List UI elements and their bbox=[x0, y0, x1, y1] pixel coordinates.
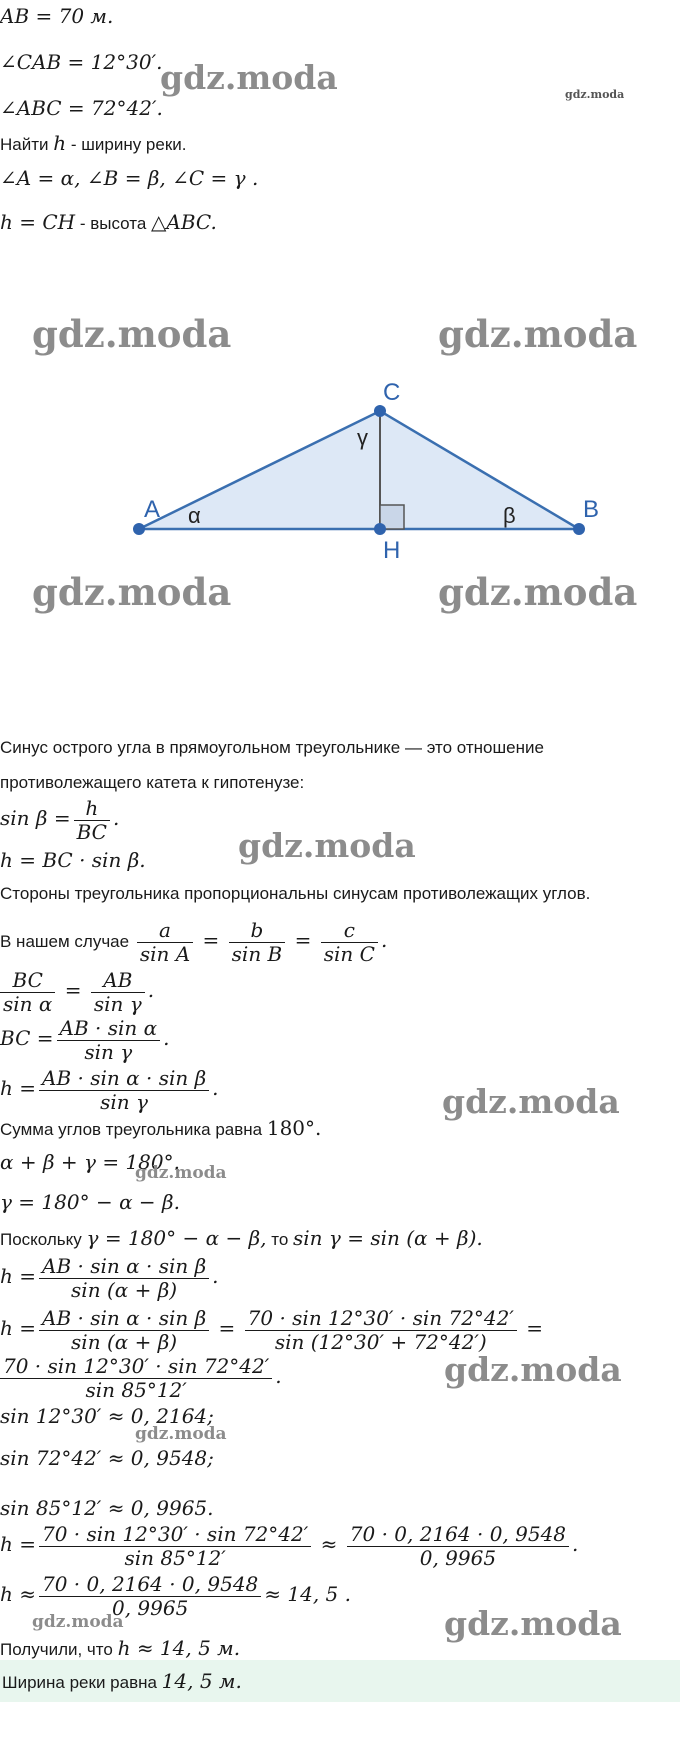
lhs: h = bbox=[0, 1264, 36, 1288]
watermark: gdz.moda bbox=[160, 58, 338, 97]
value-sin-12-30: sin 12°30′ ≈ 0, 2164; bbox=[0, 1404, 214, 1428]
find-line bbox=[0, 131, 187, 157]
angle-sum-text: Сумма углов треугольника равна bbox=[0, 1120, 267, 1139]
our-case-text: В нашем случае bbox=[0, 932, 134, 951]
height-text: - высота bbox=[75, 214, 152, 233]
ratio-eq: $\frac{BC}{\text{sin α}}$ = $\frac{AB}{\text{sin γ}}$ . bbox=[0, 968, 154, 1015]
got-math: h ≈ 14, 5 м. bbox=[117, 1636, 241, 1660]
fraction bbox=[229, 918, 286, 965]
since-to: то bbox=[266, 1230, 293, 1249]
h-eq-numeric: h = $\frac{70 \cdot \sin 12^\circ 30' \cdot \sin 72^\circ 42'}{\sin 85^\circ 12'}$ ≈ $\frac{70 \cdot 0, 2164 \cdot 0, 9548}{0, 9965}$ . bbox=[0, 1522, 579, 1570]
numerator: h bbox=[74, 796, 110, 821]
fraction bbox=[39, 1254, 209, 1301]
label-c: C bbox=[383, 379, 401, 406]
watermark: gdz.moda bbox=[444, 1604, 622, 1643]
find-suffix: - ширину реки. bbox=[66, 135, 187, 154]
lhs: h ≈ bbox=[0, 1582, 36, 1606]
watermark: gdz.moda bbox=[135, 1163, 227, 1183]
point-a bbox=[133, 523, 145, 535]
lhs: h = bbox=[0, 1076, 36, 1100]
angle-sum-line bbox=[0, 1116, 321, 1142]
fraction bbox=[57, 1016, 161, 1063]
result: ≈ 14, 5 . bbox=[264, 1582, 351, 1606]
watermark: gdz.moda bbox=[438, 312, 638, 356]
numerator: BC bbox=[0, 968, 55, 993]
watermark: gdz.moda bbox=[444, 1350, 622, 1389]
watermark: gdz.moda bbox=[238, 826, 416, 865]
denominator: sin 85°12′ bbox=[85, 1378, 187, 1402]
point-c bbox=[374, 405, 386, 417]
numerator: c bbox=[321, 918, 378, 943]
since-text: Поскольку bbox=[0, 1230, 87, 1249]
watermark: gdz.moda bbox=[135, 1424, 227, 1444]
sum-eq: α + β + γ = 180°. bbox=[0, 1150, 180, 1174]
h-eq-gamma: h = $\frac{\text{AB · sin α · sin β}}{\text{sin γ}}$ . bbox=[0, 1066, 219, 1114]
answer-math: 14, 5 м. bbox=[161, 1669, 242, 1693]
denominator: 0, 9965 bbox=[111, 1596, 189, 1620]
sine-definition-1: Синус острого угла в прямоугольном треугольнике — это отношение bbox=[0, 738, 544, 757]
fraction bbox=[39, 1522, 311, 1569]
fraction bbox=[321, 918, 378, 965]
angle-notation: ∠A = α, ∠B = β, ∠C = γ . bbox=[0, 166, 259, 190]
point-b bbox=[573, 523, 585, 535]
height-math: h = CH bbox=[0, 210, 76, 234]
point-h bbox=[374, 523, 386, 535]
given-angle-cab: ∠CAB = 12°30′. bbox=[0, 50, 163, 74]
label-gamma: γ bbox=[357, 425, 368, 450]
sin-beta-eq: sin β = $\frac{h}{BC}$ . bbox=[0, 796, 120, 844]
label-beta: β bbox=[503, 503, 516, 528]
denominator: sin A bbox=[139, 942, 191, 966]
numerator: b bbox=[229, 918, 286, 943]
numerator: AB · sin α · sin β bbox=[39, 1066, 209, 1091]
given-angle-abc: ∠ABC = 72°42′. bbox=[0, 96, 163, 120]
denominator: sin (α + β) bbox=[71, 1278, 178, 1302]
label-a: A bbox=[144, 496, 161, 523]
since-math-1: γ = 180° − α − β, bbox=[86, 1226, 267, 1250]
law-of-sines-eq: В нашем случае $\frac{a}{\text{sin A}}$ = $\frac{b}{\text{sin B}}$ = $\frac{c}{\text{sin C}}$ . bbox=[0, 918, 388, 966]
numerator: 70 · sin 12°30′ · sin 72°42′ bbox=[0, 1354, 272, 1379]
denominator: sin γ bbox=[100, 1090, 148, 1114]
height-line bbox=[0, 210, 217, 236]
denominator: sin C bbox=[323, 942, 375, 966]
lhs: BC = bbox=[0, 1026, 54, 1050]
fraction bbox=[0, 968, 55, 1015]
numerator: AB · sin α · sin β bbox=[39, 1306, 209, 1331]
fraction bbox=[39, 1306, 209, 1353]
lhs: h = bbox=[0, 1316, 36, 1340]
value-sin-72-42: sin 72°42′ ≈ 0, 9548; bbox=[0, 1446, 214, 1470]
numerator: 70 · sin 12°30′ · sin 72°42′ bbox=[39, 1522, 311, 1547]
denominator: sin γ bbox=[93, 992, 142, 1016]
numerator: AB · sin α bbox=[57, 1016, 161, 1041]
fraction bbox=[91, 968, 145, 1015]
watermark: gdz.moda bbox=[32, 312, 232, 356]
denominator: sin γ bbox=[84, 1040, 133, 1064]
h-eq-simplified: $\frac{70 \cdot \sin 12^\circ 30' \cdot \sin 72^\circ 42'}{\sin 85^\circ 12'}$ . bbox=[0, 1354, 282, 1401]
fraction bbox=[137, 918, 193, 965]
find-prefix: Найти bbox=[0, 135, 54, 154]
denominator: BC bbox=[76, 820, 107, 844]
denominator: sin B bbox=[231, 942, 283, 966]
answer-text: Ширина реки равна bbox=[2, 1673, 162, 1692]
sin-beta-lhs: sin β = bbox=[0, 806, 71, 830]
numerator: AB bbox=[91, 968, 145, 993]
numerator: 70 · sin 12°30′ · sin 72°42′ bbox=[245, 1306, 517, 1331]
denominator: sin 85°12′ bbox=[124, 1546, 226, 1570]
fraction bbox=[74, 796, 110, 843]
numerator: AB · sin α · sin β bbox=[39, 1254, 209, 1279]
bc-eq: BC = $\frac{\text{AB · sin α}}{\text{sin γ}}$ . bbox=[0, 1016, 170, 1064]
sine-definition-2: противолежащего катета к гипотенузе: bbox=[0, 773, 305, 792]
find-var: h bbox=[53, 131, 67, 155]
answer-line bbox=[2, 1669, 242, 1695]
height-triangle: △ABC. bbox=[151, 210, 217, 234]
label-b: B bbox=[583, 496, 600, 523]
fraction bbox=[245, 1306, 517, 1353]
law-of-sines-text: Стороны треугольника пропорциональны синусам противолежащих углов. bbox=[0, 884, 591, 903]
numerator: 70 · 0, 2164 · 0, 9548 bbox=[347, 1522, 569, 1547]
watermark: gdz.moda bbox=[565, 88, 625, 101]
denominator: sin α bbox=[3, 992, 53, 1016]
denominator: sin (α + β) bbox=[71, 1330, 178, 1354]
gamma-eq: γ = 180° − α − β. bbox=[0, 1190, 180, 1214]
fraction bbox=[0, 1354, 272, 1401]
angle-sum-value: 180°. bbox=[266, 1116, 322, 1140]
h-eq-sum: h = $\frac{\text{AB · sin α · sin β}}{\sin (\alpha + \beta)}$ . bbox=[0, 1254, 219, 1302]
given-ab: AB = 70 м. bbox=[0, 4, 114, 28]
since-line bbox=[0, 1226, 483, 1252]
numerator: 70 · 0, 2164 · 0, 9548 bbox=[39, 1572, 261, 1597]
denominator: 0, 9965 bbox=[419, 1546, 497, 1570]
answer-box bbox=[0, 1660, 680, 1702]
watermark: gdz.moda bbox=[442, 1082, 620, 1121]
value-sin-85-12: sin 85°12′ ≈ 0, 9965. bbox=[0, 1496, 214, 1520]
denominator: sin (12°30′ + 72°42′) bbox=[274, 1330, 487, 1354]
fraction bbox=[39, 1066, 209, 1113]
got-text: Получили, что bbox=[0, 1640, 118, 1659]
label-h: H bbox=[383, 537, 401, 564]
lhs: h = bbox=[0, 1532, 36, 1556]
watermark: gdz.moda bbox=[32, 570, 232, 614]
h-eq-substituted: h = $\frac{\text{AB · sin α · sin β}}{\sin (\alpha + \beta)}$ = $\frac{70 \cdot \sin 12^\circ 30' \cdot \sin 72^\circ 42'}{\sin (12^\circ 30' + 72^\circ 42')}$ = bbox=[0, 1306, 544, 1354]
fraction bbox=[347, 1522, 569, 1569]
triangle-diagram bbox=[0, 360, 680, 580]
got-line bbox=[0, 1636, 240, 1662]
watermark: gdz.moda bbox=[32, 1612, 124, 1632]
h-equals-bc-sin-beta: h = BC · sin β. bbox=[0, 848, 146, 872]
watermark: gdz.moda bbox=[438, 570, 638, 614]
since-math-2: sin γ = sin (α + β). bbox=[293, 1226, 483, 1250]
label-alpha: α bbox=[188, 503, 201, 528]
numerator: a bbox=[137, 918, 193, 943]
